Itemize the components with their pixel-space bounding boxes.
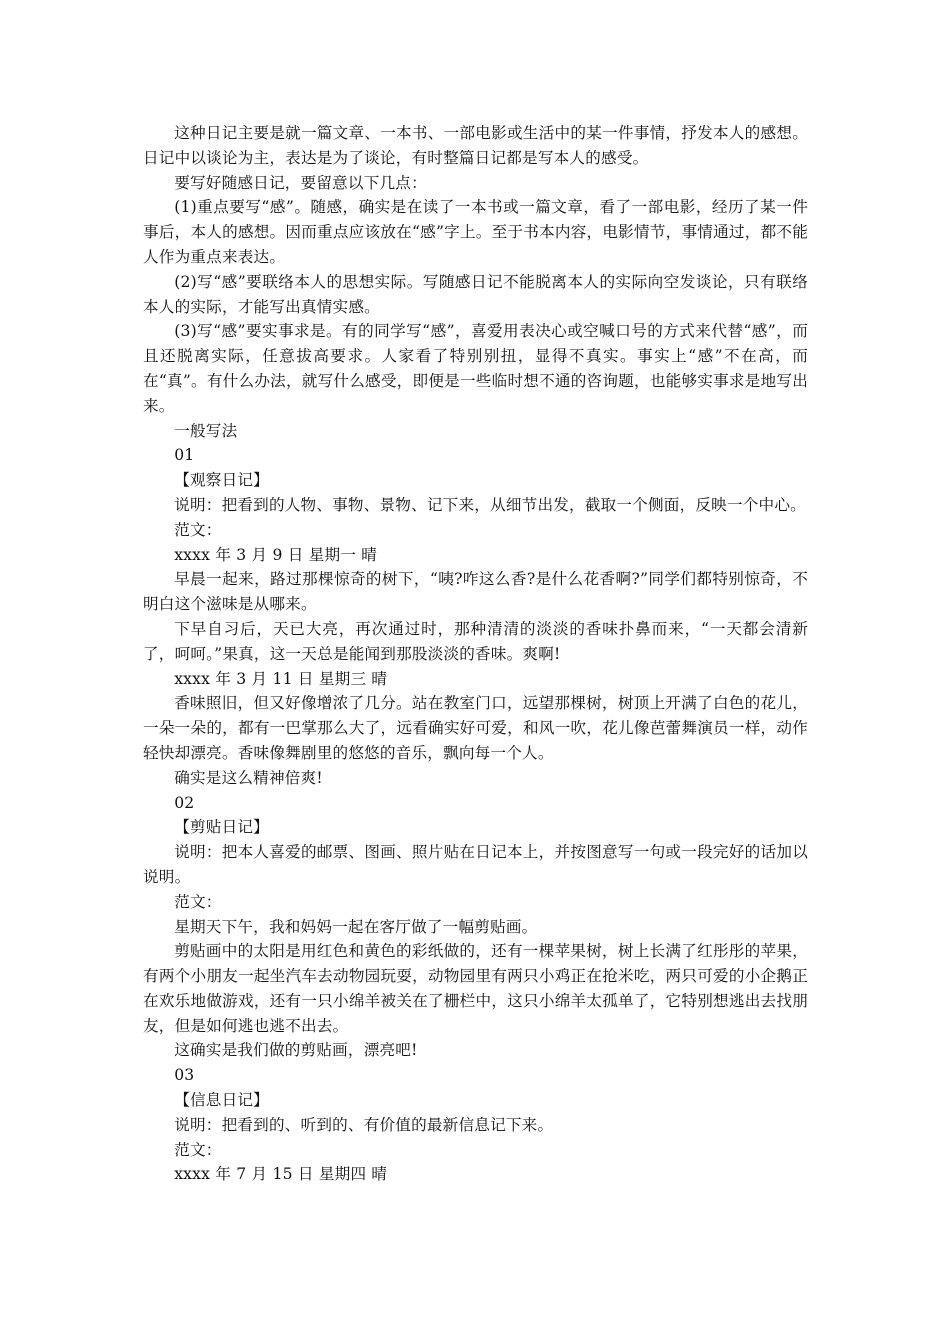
- diary-date-line: xxxx 年 3 月 9 日 星期一 晴: [174, 545, 378, 564]
- section-number-03: 03: [174, 1066, 195, 1085]
- diary-entry-paragraph: 香味照旧，但又好像增浓了几分。站在教室门口，远望那棵树，树顶上开满了白色的花儿，一朵一朵的，都有一巴掌那么大了，远看确实好可爱，和风一吹，花儿像芭蕾舞演员一样，动作轻快却漂亮。香味像舞剧里的悠悠的音乐，飘向每一个人。: [143, 694, 808, 762]
- tip-3-paragraph: (3)写“感”要实事求是。有的同学写“感”，喜爱用表决心或空喊口号的方式来代替“感”，而且还脱离实际，任意拔高要求。人家看了特别别扭，显得不真实。事实上“感”不在高，而在“真”。有什么办法，就写什么感受，即便是一些临时想不通的咨询题，也能够实事求是地写出来。: [143, 322, 808, 415]
- clipping-diary-title: 【剪贴日记】: [174, 818, 269, 837]
- document-page: [143, 121, 808, 1187]
- information-diary-title: 【信息日记】: [174, 1091, 269, 1110]
- example-label: 范文：: [174, 1140, 222, 1159]
- clipping-description: 说明：把本人喜爱的邮票、图画、照片贴在日记本上，并按图意写一句或一段完好的话加以说明。: [143, 843, 808, 886]
- intro-paragraph: 这种日记主要是就一篇文章、一本书、一部电影或生活中的某一件事情，抒发本人的感想。日记中以谈论为主，表达是为了谈论，有时整篇日记都是写本人的感受。: [143, 124, 808, 167]
- diary-entry-paragraph: 星期天下午，我和妈妈一起在客厅做了一幅剪贴画。: [174, 917, 538, 936]
- diary-entry-paragraph: 早晨一起来，路过那棵惊奇的树下，“咦?咋这么香?是什么花香啊?”同学们都特别惊奇，不明白这个滋味是从哪来。: [143, 570, 808, 614]
- observation-description: 说明：把看到的人物、事物、景物、记下来，从细节出发，截取一个侧面，反映一个中心。: [174, 495, 806, 514]
- diary-date-line: xxxx 年 3 月 11 日 星期三 晴: [174, 669, 388, 688]
- section-number-01: 01: [174, 446, 195, 465]
- tip-2-paragraph: (2)写“感”要联络本人的思想实际。写随感日记不能脱离本人的实际向空发谈论，只有联络本人的实际，才能写出真情实感。: [143, 272, 808, 316]
- diary-entry-paragraph: 这确实是我们做的剪贴画，漂亮吧!: [174, 1041, 418, 1060]
- tip-1-paragraph: (1)重点要写“感”。随感，确实是在读了一本书或一篇文章，看了一部电影，经历了某一件事后，本人的感想。因而重点应该放在“感”字上。至于书本内容，电影情节，事情通过，都不能人作为重点来表达。: [143, 198, 808, 266]
- diary-entry-paragraph: 确实是这么精神倍爽!: [174, 768, 323, 787]
- tips-heading: 要写好随感日记，要留意以下几点：: [174, 173, 427, 192]
- diary-entry-paragraph: 剪贴画中的太阳是用红色和黄色的彩纸做的，还有一棵苹果树，树上长满了红彤彤的苹果，有两个小朋友一起坐汽车去动物园玩耍，动物园里有两只小鸡正在抢米吃，两只可爱的小企鹅正在欢乐地做游戏，还有一只小绵羊被关在了栅栏中，这只小绵羊太孤单了，它特别想逃出去找朋友，但是如何逃也逃不出去。: [143, 942, 808, 1035]
- information-description: 说明：把看到的、听到的、有价值的最新信息记下来。: [174, 1115, 554, 1134]
- section-heading: 一般写法: [174, 421, 238, 440]
- section-number-02: 02: [174, 793, 195, 812]
- observation-diary-title: 【观察日记】: [174, 471, 269, 490]
- example-label: 范文：: [174, 520, 222, 539]
- diary-date-line: xxxx 年 7 月 15 日 星期四 晴: [174, 1165, 388, 1184]
- example-label: 范文：: [174, 892, 222, 911]
- diary-entry-paragraph: 下早自习后，天已大亮，再次通过时，那种清清的淡淡的香味扑鼻而来，“一天都会清新了，呵呵。”果真，这一天总是能闻到那股淡淡的香味。爽啊!: [143, 619, 808, 663]
